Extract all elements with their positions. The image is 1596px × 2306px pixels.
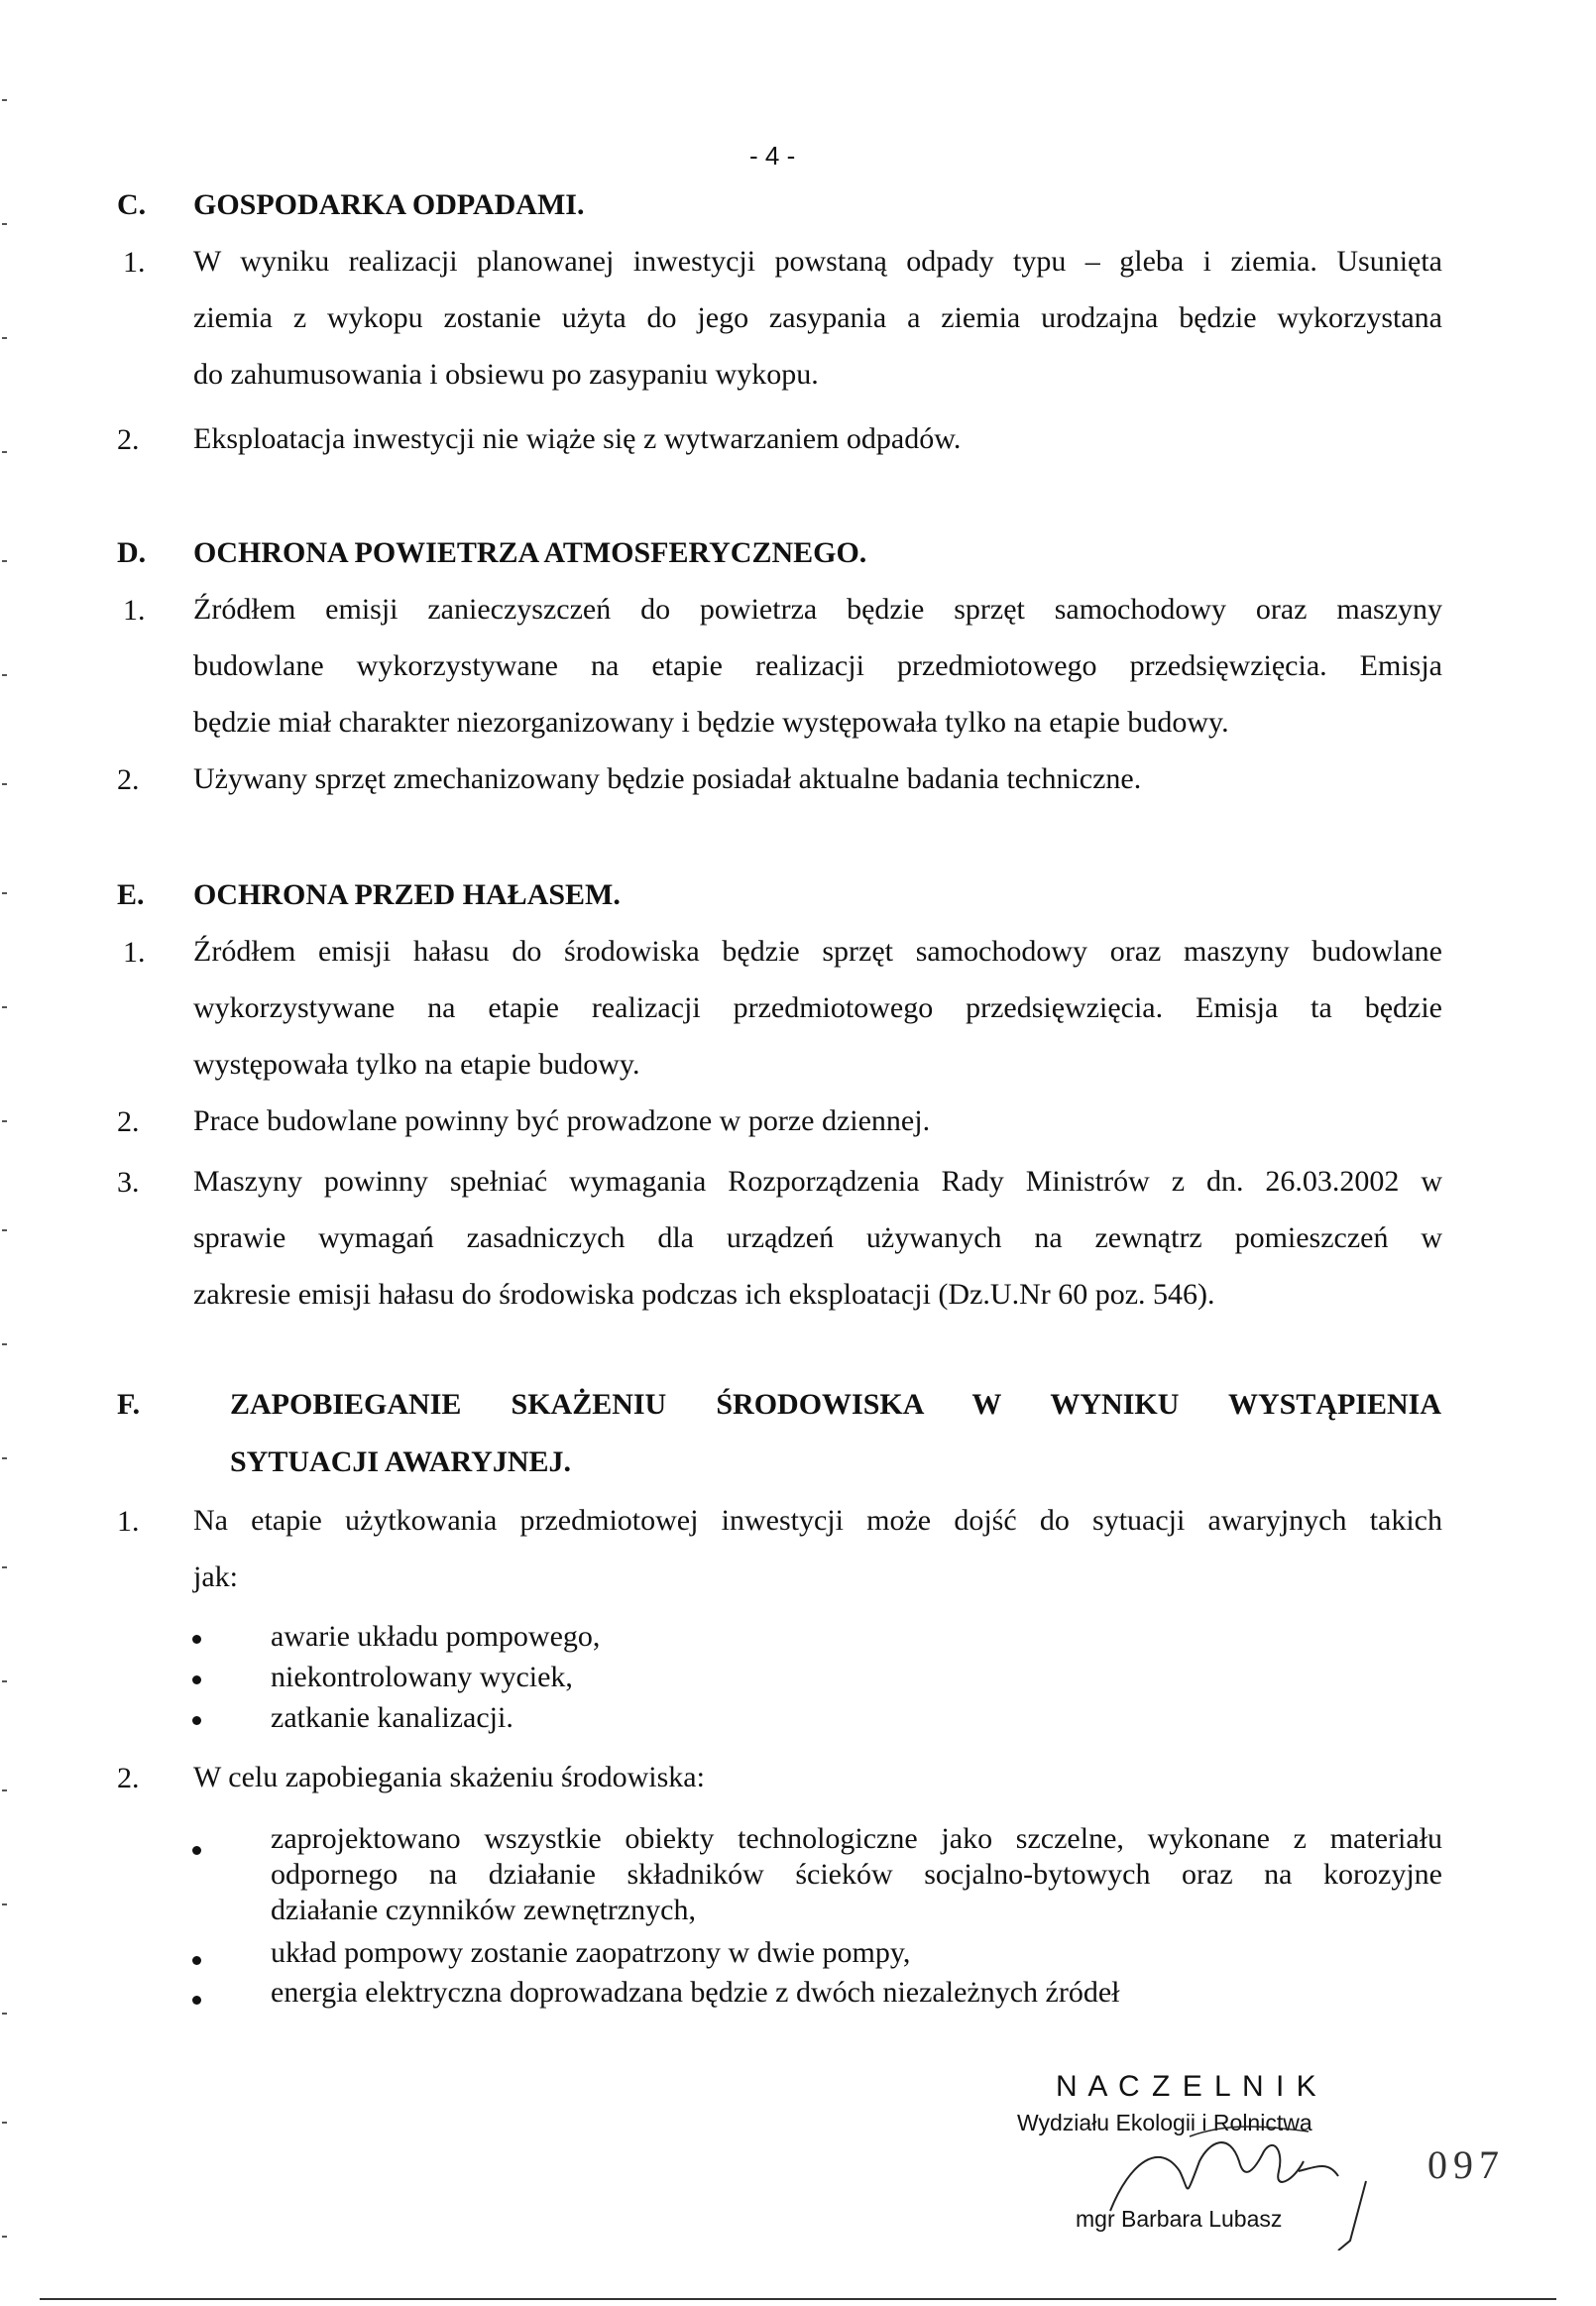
scan-mark xyxy=(2,1457,7,1459)
item-number: 2. xyxy=(117,423,140,456)
bullet-text: układ pompowy zostanie zaopatrzony w dwie pompy, xyxy=(271,1936,911,1969)
section-f-letter: F. xyxy=(117,1388,141,1421)
stamp-name: mgr Barbara Lubasz xyxy=(1076,2206,1283,2232)
bottom-rule xyxy=(40,2298,1556,2300)
paragraph-line: Używany sprzęt zmechanizowany będzie posiadał aktualne badania techniczne. xyxy=(193,762,1142,795)
paragraph-line: Na etapie użytkowania przedmiotowej inwestycji może dojść do sytuacji awaryjnych takich xyxy=(193,1504,1442,1537)
bullet-icon xyxy=(192,1635,201,1644)
scan-mark xyxy=(2,2122,7,2124)
paragraph-line: występowała tylko na etapie budowy. xyxy=(193,1048,640,1081)
item-number: 1. xyxy=(123,936,146,969)
section-d-letter: D. xyxy=(117,536,147,569)
bullet-text: awarie układu pompowego, xyxy=(271,1620,601,1653)
paragraph-line: Prace budowlane powinny być prowadzone w porze dziennej. xyxy=(193,1104,931,1137)
section-e-title: OCHRONA PRZED HAŁASEM. xyxy=(193,878,621,911)
scan-mark xyxy=(2,2013,7,2015)
section-c-title: GOSPODARKA ODPADAMI. xyxy=(193,188,585,221)
scan-mark xyxy=(2,1120,7,1122)
bullet-icon xyxy=(192,1846,201,1855)
bullet-icon xyxy=(192,1956,201,1965)
scan-mark xyxy=(2,674,7,676)
scan-mark xyxy=(2,2236,7,2238)
folio-number: 097 xyxy=(1427,2142,1505,2187)
section-e-letter: E. xyxy=(117,878,145,911)
section-c-letter: C. xyxy=(117,188,147,221)
section-f-title: ZAPOBIEGANIE SKAŻENIU ŚRODOWISKA W WYNIKU WYSTĄPIENIA xyxy=(230,1388,1441,1421)
scan-mark xyxy=(2,1789,7,1791)
bullet-text: działanie czynników zewnętrznych, xyxy=(271,1894,696,1926)
paragraph-line: ziemia z wykopu zostanie użyta do jego zasypania a ziemia urodzajna będzie wykorzystana xyxy=(193,301,1442,334)
paragraph-line: budowlane wykorzystywane na etapie realizacji przedmiotowego przedsięwzięcia. Emisja xyxy=(193,649,1442,682)
stamp-subtitle: Wydziału Ekologii i Rolnictwa xyxy=(1017,2110,1312,2135)
section-f-title: SYTUACJI AWARYJNEJ. xyxy=(230,1445,572,1478)
bullet-text: zaprojektowano wszystkie obiekty technologiczne jako szczelne, wykonane z materiału xyxy=(271,1822,1442,1855)
scan-mark xyxy=(2,560,7,562)
bullet-icon xyxy=(192,1716,201,1725)
stamp-title: N A C Z E L N I K xyxy=(1056,2070,1318,2103)
bullet-icon xyxy=(192,1675,201,1684)
paragraph-line: wykorzystywane na etapie realizacji przedmiotowego przedsięwzięcia. Emisja ta będzie xyxy=(193,991,1442,1024)
paragraph-line: Źródłem emisji hałasu do środowiska będzie sprzęt samochodowy oraz maszyny budowlane xyxy=(193,935,1442,968)
paragraph-line: będzie miał charakter niezorganizowany i będzie występowała tylko na etapie budowy. xyxy=(193,706,1229,739)
item-number: 3. xyxy=(117,1166,140,1199)
item-number: 1. xyxy=(117,1505,140,1538)
paragraph-line: sprawie wymagań zasadniczych dla urządzeń używanych na zewnątrz pomieszczeń w xyxy=(193,1221,1442,1254)
paragraph-line: W celu zapobiegania skażeniu środowiska: xyxy=(193,1761,705,1793)
scan-mark xyxy=(2,1006,7,1008)
scan-mark xyxy=(2,1566,7,1568)
bullet-text: energia elektryczna doprowadzana będzie z dwóch niezależnych źródeł xyxy=(271,1976,1120,2009)
scan-mark xyxy=(2,1680,7,1682)
bullet-text: niekontrolowany wyciek, xyxy=(271,1661,573,1693)
page-number: - 4 - xyxy=(749,141,796,171)
scan-mark xyxy=(2,783,7,785)
item-number: 1. xyxy=(123,246,146,279)
bullet-icon xyxy=(192,1996,201,2005)
bullet-text: odpornego na działanie składników ścieków socjalno-bytowych oraz na korozyjne xyxy=(271,1858,1442,1891)
scan-mark xyxy=(2,1903,7,1905)
item-number: 1. xyxy=(123,594,146,627)
scan-mark xyxy=(2,892,7,894)
paragraph-line: do zahumusowania i obsiewu po zasypaniu wykopu. xyxy=(193,358,819,391)
bullet-text: zatkanie kanalizacji. xyxy=(271,1701,513,1734)
scan-mark xyxy=(2,99,7,101)
paragraph-line: Eksploatacja inwestycji nie wiąże się z wytwarzaniem odpadów. xyxy=(193,422,962,455)
item-number: 2. xyxy=(117,763,140,796)
scan-mark xyxy=(2,451,7,453)
scan-mark xyxy=(2,337,7,339)
section-d-title: OCHRONA POWIETRZA ATMOSFERYCZNEGO. xyxy=(193,536,867,569)
paragraph-line: Maszyny powinny spełniać wymagania Rozporządzenia Rady Ministrów z dn. 26.03.2002 w xyxy=(193,1165,1442,1198)
scan-mark xyxy=(2,223,7,225)
paragraph-line: jak: xyxy=(193,1560,238,1593)
scan-mark xyxy=(2,1343,7,1345)
scan-mark xyxy=(2,1229,7,1231)
item-number: 2. xyxy=(117,1105,140,1138)
paragraph-line: W wyniku realizacji planowanej inwestycji powstaną odpady typu – gleba i ziemia. Usunięta xyxy=(193,245,1442,278)
paragraph-line: Źródłem emisji zanieczyszczeń do powietrza będzie sprzęt samochodowy oraz maszyny xyxy=(193,593,1442,626)
item-number: 2. xyxy=(117,1762,140,1794)
paragraph-line: zakresie emisji hałasu do środowiska podczas ich eksploatacji (Dz.U.Nr 60 poz. 546). xyxy=(193,1278,1215,1311)
